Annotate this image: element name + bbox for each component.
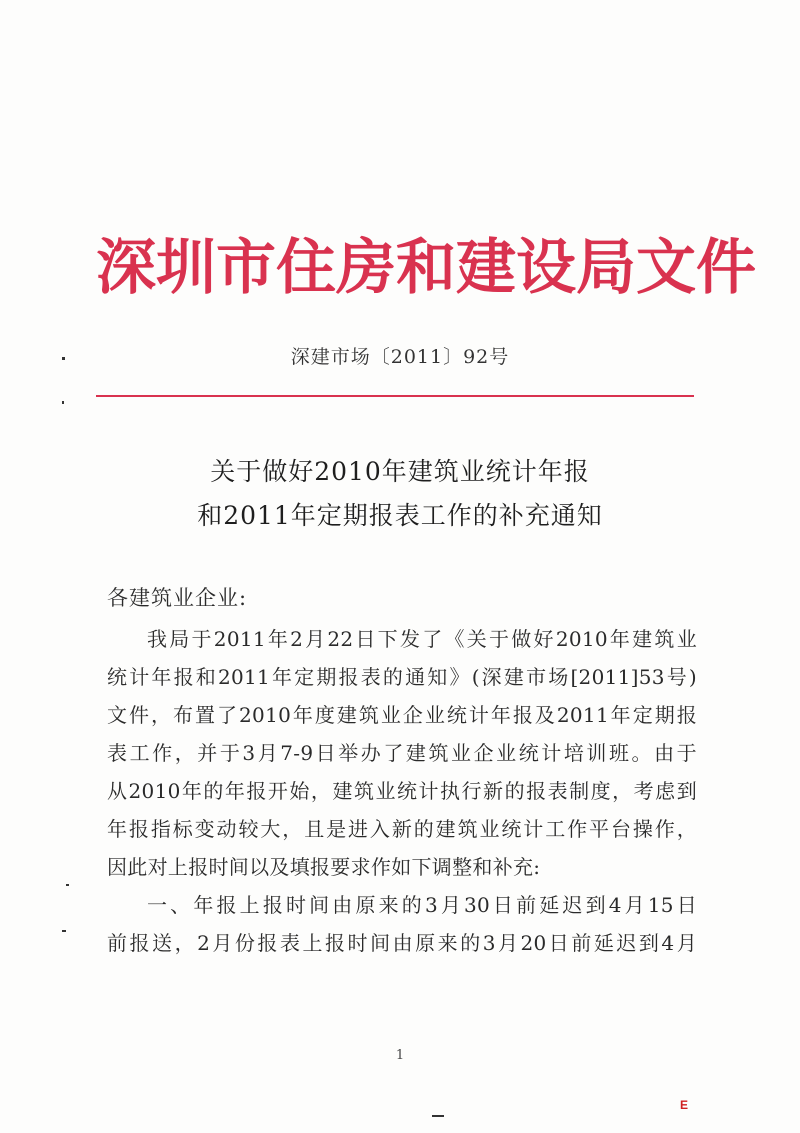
scan-speck (432, 1115, 444, 1117)
scan-corner-mark: E (680, 1098, 689, 1112)
body-line: 年报指标变动较大，且是进入新的建筑业统计工作平台操作， (107, 817, 697, 841)
page-number: 1 (395, 1048, 405, 1063)
notice-title-line-2: 和2011年定期报表工作的补充通知 (197, 501, 603, 530)
scan-speck (62, 357, 65, 360)
body-line: 从2010年的年报开始，建筑业统计执行新的报表制度，考虑到 (107, 779, 697, 803)
body-line: 因此对上报时间以及填报要求作如下调整和补充: (107, 855, 541, 879)
body-line: 我局于2011年2月22日下发了《关于做好2010年建筑业 (147, 627, 697, 651)
body-line: 文件，布置了2010年度建筑业企业统计年报及2011年定期报 (107, 703, 697, 727)
body-line: 统计年报和2011年定期报表的通知》(深建市场[2011]53号) (107, 665, 697, 689)
body-line: 前报送，2月份报表上报时间由原来的3月20日前延迟到4月 (107, 931, 697, 955)
scan-speck (66, 884, 69, 886)
red-divider-rule (96, 395, 694, 397)
salutation: 各建筑业企业: (107, 586, 248, 610)
scan-speck (62, 930, 66, 932)
body-text (107, 620, 697, 962)
body-line: 一、年报上报时间由原来的3月30日前延迟到4月15日 (147, 893, 697, 917)
notice-title-line-1: 关于做好2010年建筑业统计年报 (210, 457, 590, 486)
body-line: 表工作，并于3月7-9日举办了建筑业企业统计培训班。由于 (107, 741, 697, 765)
agency-header-title: 深圳市住房和建设局文件 (96, 233, 756, 303)
document-number: 深建市场〔2011〕92号 (290, 346, 510, 368)
scan-speck (62, 401, 64, 404)
